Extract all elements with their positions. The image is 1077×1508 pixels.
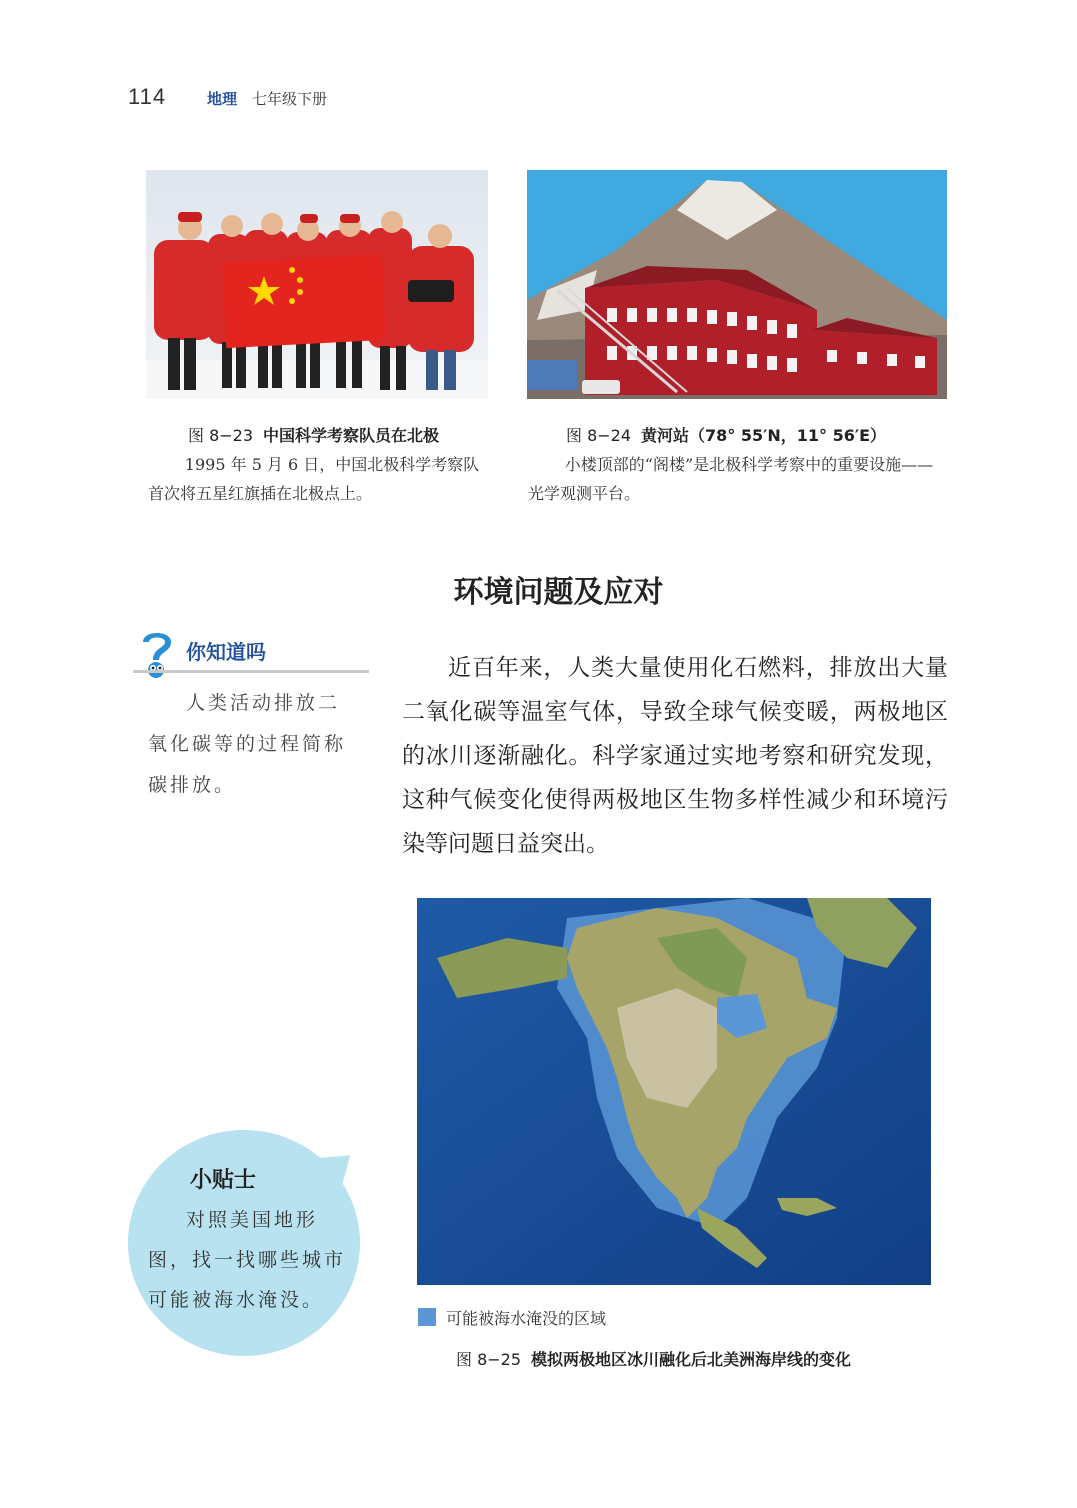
photo-yellow-river-station: [527, 170, 947, 399]
did-you-know-title: 你知道吗: [186, 640, 266, 664]
tip-title: 小贴士: [190, 1168, 257, 1193]
figure-8-23-number: 图 8−23: [188, 426, 254, 445]
figure-8-25-number: 图 8−25: [456, 1350, 522, 1369]
subject-label: 地理: [207, 90, 238, 108]
figure-8-23-title: [188, 423, 439, 446]
figure-8-24-title: [566, 423, 886, 446]
figure-8-24-number: 图 8−24: [566, 426, 632, 445]
tip-body: 对照美国地形图，找一找哪些城市可能被海水淹没。: [148, 1209, 347, 1311]
grade-label: 七年级下册: [252, 90, 328, 108]
legend-label: 可能被海水淹没的区域: [446, 1309, 607, 1328]
figure-8-24-caption: 小楼顶部的“阁楼”是北极科学考察中的重要设施——光学观测平台。: [528, 455, 934, 503]
figure-8-24-title-text: 黄河站（78° 55′N，11° 56′E）: [641, 426, 887, 445]
section-title: 环境问题及应对: [453, 575, 664, 610]
map-north-america-coastline: [417, 898, 931, 1285]
question-mascot-icon: [133, 626, 181, 682]
figure-8-23-title-text: 中国科学考察队员在北极: [263, 426, 440, 445]
figure-8-23-caption: 1995 年 5 月 6 日，中国北极科学考察队首次将五星红旗插在北极点上。: [148, 455, 480, 503]
page-number: 114: [128, 84, 167, 109]
figure-8-25-title-text: 模拟两极地区冰川融化后北美洲海岸线的变化: [531, 1350, 852, 1369]
main-paragraph: 近百年来，人类大量使用化石燃料，排放出大量二氧化碳等温室气体，导致全球气候变暖，两极地区的冰川逐渐融化。科学家通过实地考察和研究发现，这种气候变化使得两极地区生物多样性减少和环境污染等问题日益突出。: [402, 655, 948, 857]
did-you-know-divider: [133, 670, 369, 673]
photo-arctic-team: [146, 170, 488, 399]
legend-swatch: [418, 1308, 436, 1326]
figure-8-25-title: [456, 1347, 851, 1370]
did-you-know-body: 人类活动排放二氧化碳等的过程简称碳排放。: [148, 692, 347, 796]
